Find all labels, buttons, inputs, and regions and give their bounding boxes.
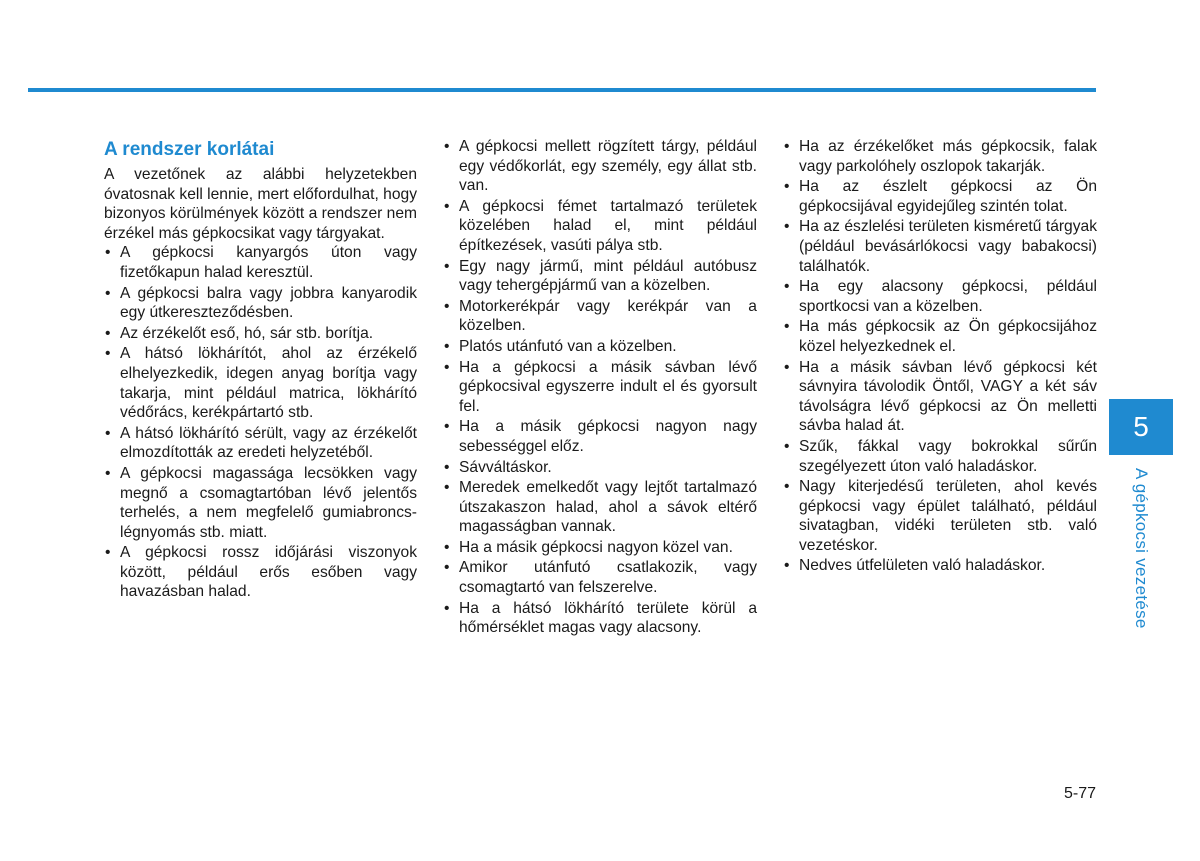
chapter-title: A gépkocsi vezetése bbox=[1132, 468, 1151, 629]
list-item: • Ha más gépkocsik az Ön gépkocsijához közel helyezkednek el. bbox=[783, 317, 1097, 356]
limitations-list-1 bbox=[104, 243, 417, 602]
list-item: • Ha egy alacsony gépkocsi, például sportkocsi van a közelben. bbox=[783, 277, 1097, 316]
column-3 bbox=[783, 137, 1097, 577]
top-divider bbox=[28, 88, 1096, 92]
list-item: • Egy nagy jármű, mint például autóbusz vagy tehergépjármű van a közelben. bbox=[443, 257, 757, 296]
column-2 bbox=[443, 137, 757, 639]
page-number: 5-77 bbox=[1063, 785, 1096, 802]
list-item: • A gépkocsi rossz időjárási viszonyok között, például erős esőben vagy havazásban halad. bbox=[104, 543, 417, 602]
list-item: • Ha az észlelési területen kisméretű tárgyak (például bevásárlókocsi vagy babakocsi) találhatók. bbox=[783, 217, 1097, 276]
list-item: • A gépkocsi mellett rögzített tárgy, például egy védőkorlát, egy személy, egy állat stb. van. bbox=[443, 137, 757, 196]
list-item: • Szűk, fákkal vagy bokrokkal sűrűn szegélyezett úton való haladáskor. bbox=[783, 437, 1097, 476]
list-item: • Ha a hátsó lökhárító területe körül a hőmérséklet magas vagy alacsony. bbox=[443, 599, 757, 638]
list-item: • Ha a gépkocsi a másik sávban lévő gépkocsival egyszerre indult el és gyorsult fel. bbox=[443, 358, 757, 417]
list-item: • Meredek emelkedőt vagy lejtőt tartalmazó útszakaszon halad, ahol a sávok eltérő magasságban vannak. bbox=[443, 478, 757, 537]
list-item: • A gépkocsi kanyargós úton vagy fizetőkapun halad keresztül. bbox=[104, 243, 417, 282]
list-item: • Ha a másik sávban lévő gépkocsi két sávnyira távolodik Öntől, VAGY a két sáv távolságra lévő gépkocsi az Ön melletti sávba halad át. bbox=[783, 358, 1097, 436]
section-intro: A vezetőnek az alábbi helyzetekben óvatosnak kell lennie, mert előfordulhat, hogy bizonyos körülmények között a rendszer nem érzékel más gépkocsikat vagy tárgyakat. bbox=[104, 166, 417, 242]
limitations-list-3 bbox=[783, 137, 1097, 576]
list-item: • A gépkocsi magassága lecsökken vagy megnő a csomagtartóban lévő jelentős terhelés, a nem megfelelő gumiabroncs-légnyomás stb. miatt. bbox=[104, 464, 417, 542]
list-item: • Platós utánfutó van a közelben. bbox=[443, 337, 757, 357]
chapter-number-tab: 5 bbox=[1109, 399, 1173, 455]
list-item: • Ha az észlelt gépkocsi az Ön gépkocsijával egyidejűleg szintén tolat. bbox=[783, 177, 1097, 216]
list-item: • Motorkerékpár vagy kerékpár van a közelben. bbox=[443, 297, 757, 336]
column-1 bbox=[104, 137, 417, 603]
list-item: • A gépkocsi balra vagy jobbra kanyarodik egy útkereszteződésben. bbox=[104, 284, 417, 323]
list-item: • A hátsó lökhárítót, ahol az érzékelő elhelyezkedik, idegen anyag borítja vagy takarja, mint például matrica, lökhárító védőrács, kerékpártartó stb. bbox=[104, 344, 417, 422]
limitations-list-2 bbox=[443, 137, 757, 638]
list-item: • A hátsó lökhárító sérült, vagy az érzékelőt elmozdították az eredeti helyzetéből. bbox=[104, 424, 417, 463]
section-title: A rendszer korlátai bbox=[104, 139, 275, 160]
list-item: • Ha a másik gépkocsi nagyon nagy sebességgel előz. bbox=[443, 417, 757, 456]
list-item: • A gépkocsi fémet tartalmazó területek közelében halad el, mint például építkezések, vasúti pálya stb. bbox=[443, 197, 757, 256]
list-item: • Az érzékelőt eső, hó, sár stb. borítja. bbox=[104, 324, 417, 344]
list-item: • Nedves útfelületen való haladáskor. bbox=[783, 556, 1097, 576]
list-item: • Sávváltáskor. bbox=[443, 458, 757, 478]
list-item: • Amikor utánfutó csatlakozik, vagy csomagtartó van felszerelve. bbox=[443, 558, 757, 597]
list-item: • Nagy kiterjedésű területen, ahol kevés gépkocsi vagy épület található, például sivatagban, vidéki területen stb. való vezetéskor. bbox=[783, 477, 1097, 555]
list-item: • Ha a másik gépkocsi nagyon közel van. bbox=[443, 538, 757, 558]
list-item: • Ha az érzékelőket más gépkocsik, falak vagy parkolóhely oszlopok takarják. bbox=[783, 137, 1097, 176]
